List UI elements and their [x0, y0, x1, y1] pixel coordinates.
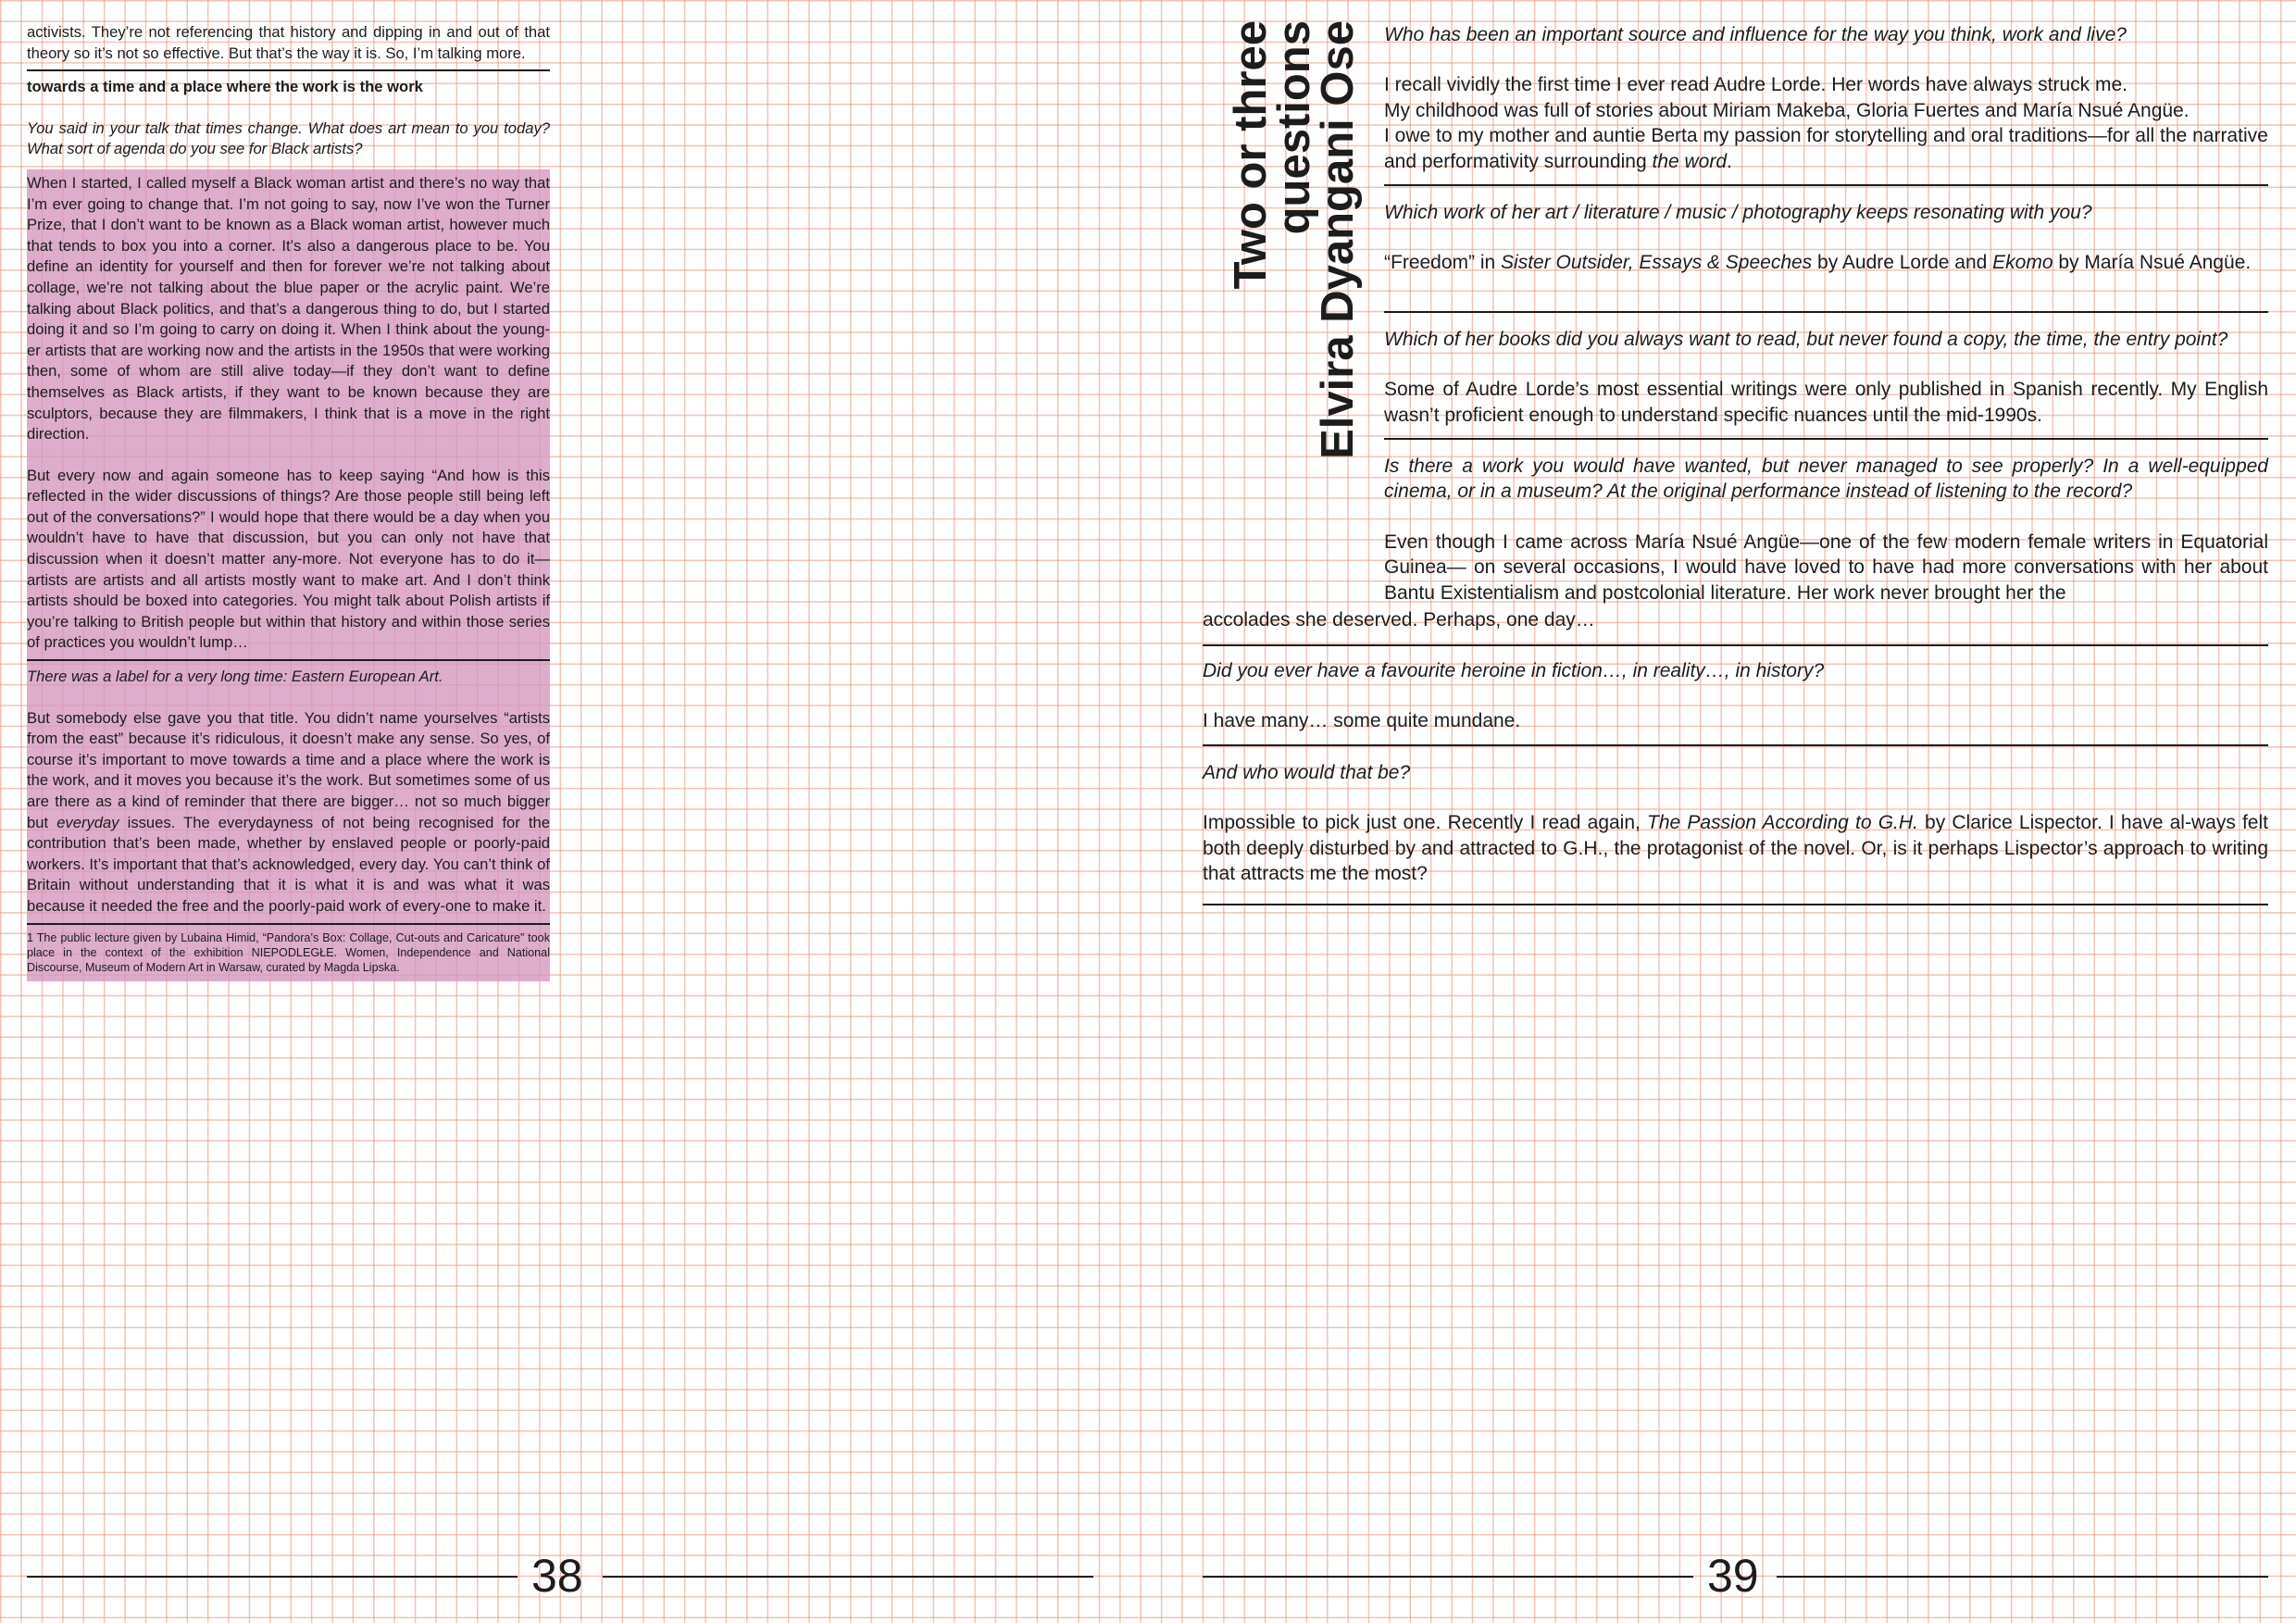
- answer-line: I owe to my mother and auntie Berta my passion for storytelling and oral traditions—for all the narrative and performativity surrounding the word.: [1384, 125, 2268, 172]
- page-number: 38: [531, 1550, 583, 1602]
- folio-rule: [603, 1576, 1093, 1578]
- vertical-title: [1226, 20, 1368, 502]
- section-rule: [27, 69, 550, 71]
- folio-rule: [1777, 1576, 2268, 1578]
- interview-block: [1384, 327, 2268, 428]
- interview-block: [1384, 454, 2268, 606]
- page-number-38: [27, 1548, 1093, 1604]
- answer-paragraph: “Freedom” in Sister Outsider, Essays & Speeches by Audre Lorde and Ekomo by María Nsué Angüe.: [1384, 252, 2252, 274]
- interview-block-top: [1384, 22, 2268, 174]
- interview-question: You said in your talk that times change. What does art mean to you today? What sort of agenda do you see for Black artists?: [27, 119, 550, 158]
- section-rule: [27, 659, 550, 661]
- section-rule: [1384, 184, 2268, 186]
- interview-question: Which work of her art / literature / music / photography keeps resonating with you?: [1384, 202, 2092, 223]
- highlighted-block: [27, 169, 550, 981]
- page-number-39: [1203, 1548, 2268, 1604]
- section-rule: [1203, 744, 2268, 746]
- section-rule: [1384, 438, 2268, 440]
- page-number: 39: [1707, 1550, 1759, 1602]
- folio-rule: [27, 1576, 518, 1578]
- answer-paragraph: But somebody else gave you that title. You didn’t name yourselves “artists from the east” because it’s ridiculous, it doesn’t make any sense. So yes, of course it’s important to move towards a time and a place where the work is the work, and it moves you because it’s the work. But sometimes some of us are there as a kind of reminder that there are bigger… not so much bigger but everyday issues. The everydayness of not being recognised for the contribution that’s been made, whether by enslaved people or poorly-paid workers. It’s important that that’s acknowledged, every day. You can’t think of Britain without understanding that it is what it is and was what it was because it needed the free and the poorly-paid work of every-one to make it.: [27, 708, 550, 915]
- section-rule: [1384, 311, 2268, 313]
- title-line: questions: [1269, 20, 1319, 235]
- interview-block-wide: [1203, 607, 2268, 632]
- section-rule: [1203, 644, 2268, 646]
- interview-block-wide: [1203, 658, 2268, 734]
- author-name: Elvira Dyangani Ose: [1313, 20, 1363, 459]
- left-text-column: [27, 22, 550, 981]
- interview-question: Which of her books did you always want to read, but never found a copy, the time, the entry point?: [1384, 329, 2228, 350]
- footnote: 1 The public lecture given by Lubaina Himid, “Pandora’s Box: Collage, Cut-outs and Caricature” took place in the context of the exhibition NIEPODLEGŁE. Women, Independence and National Discourse, Museum of Modern Art in Warsaw, curated by Magda Lipska.: [27, 930, 550, 975]
- folio-rule: [1203, 1576, 1693, 1578]
- interview-block: [1384, 200, 2268, 276]
- answer-paragraph: Even though I came across María Nsué Angüe—one of the few modern female writers in Equatorial Guinea— on several occasions, I would have loved to have had more conversations with her about Bantu Existentialism and postcolonial literature. Her work never brought her the: [1384, 531, 2268, 604]
- section-rule: [1203, 904, 2268, 905]
- interview-question: Is there a work you would have wanted, but never managed to see properly? In a well-equipped cinema, or in a museum? At the original performance instead of listening to the record?: [1384, 456, 2268, 503]
- answer-paragraph: Some of Audre Lorde’s most essential writings were only published in Spanish recently. My English wasn’t proficient enough to understand specific nuances until the mid-1990s.: [1384, 379, 2268, 426]
- section-rule: [27, 923, 550, 925]
- answer-line: I recall vividly the first time I ever read Audre Lorde. Her words have always struck me.: [1384, 74, 2128, 96]
- answer-paragraph: Impossible to pick just one. Recently I read again, The Passion According to G.H. by Clarice Lispector. I have al-ways felt both deeply disturbed by and attracted to G.H., the protagonist of the novel. Or, is it perhaps Lispector’s approach to writing that attracts me the most?: [1203, 812, 2268, 885]
- interview-question: And who would that be?: [1203, 762, 1411, 783]
- subheading: towards a time and a place where the work is the work: [27, 78, 423, 96]
- answer-line: My childhood was full of stories about Miriam Makeba, Gloria Fuertes and María Nsué Angüe.: [1384, 99, 2190, 121]
- interview-question: Did you ever have a favourite heroine in fiction…, in reality…, in history?: [1203, 660, 1825, 681]
- answer-paragraph: I have many… some quite mundane.: [1203, 710, 1521, 732]
- interview-block-wide: [1203, 760, 2268, 887]
- answer-paragraph: But every now and again someone has to keep saying “And how is this reflected in the wider discussions of things? Are those people still being left out of the conversations?” I would hope that there would be a day when you wouldn’t have to have that discussion, but you can only not have that discussion when it doesn’t matter any-more. Not everyone has to do it—artists are artists and all artists mostly want to make art. And I don’t think artists should be boxed into categories. You might talk about Polish artists if you’re talking to British people but within that history and within those series of practices you wouldn’t lump…: [27, 466, 550, 652]
- interview-question: There was a label for a very long time: Eastern European Art.: [27, 668, 443, 686]
- left-page: [0, 0, 1129, 1623]
- interview-question: Who has been an important source and influence for the way you think, work and live?: [1384, 24, 2127, 45]
- title-line: Two or three: [1226, 20, 1276, 290]
- answer-paragraph: When I started, I called myself a Black woman artist and there’s no way that I’m ever going to change that. I’m not going to say, now I’ve won the Turner Prize, that I don’t want to be known as a Black woman artist, however much that tends to box you into a corner. It’s also a dangerous place to be. You define an identity for yourself and then for forever we’re not talking about collage, we’re not talking about the blue paper or the acrylic paint. We’re talking about Black politics, and that’s a dangerous thing to do, but I started doing it and so I’m going to carry on doing it. When I think about the young-er artists that are working now and the artists in the 1950s that were working then, some of whom are still alive today—if they don’t want to define themselves as Black artists, if they want to be known because they are sculptors, because they are filmmakers, I think that is a move in the right direction.: [27, 173, 550, 443]
- intro-paragraph: activists. They’re not referencing that history and dipping in and out of that theory so it’s not so effective. But that’s the way it is. So, I’m talking more.: [27, 23, 550, 62]
- answer-paragraph: accolades she deserved. Perhaps, one day…: [1203, 609, 1595, 630]
